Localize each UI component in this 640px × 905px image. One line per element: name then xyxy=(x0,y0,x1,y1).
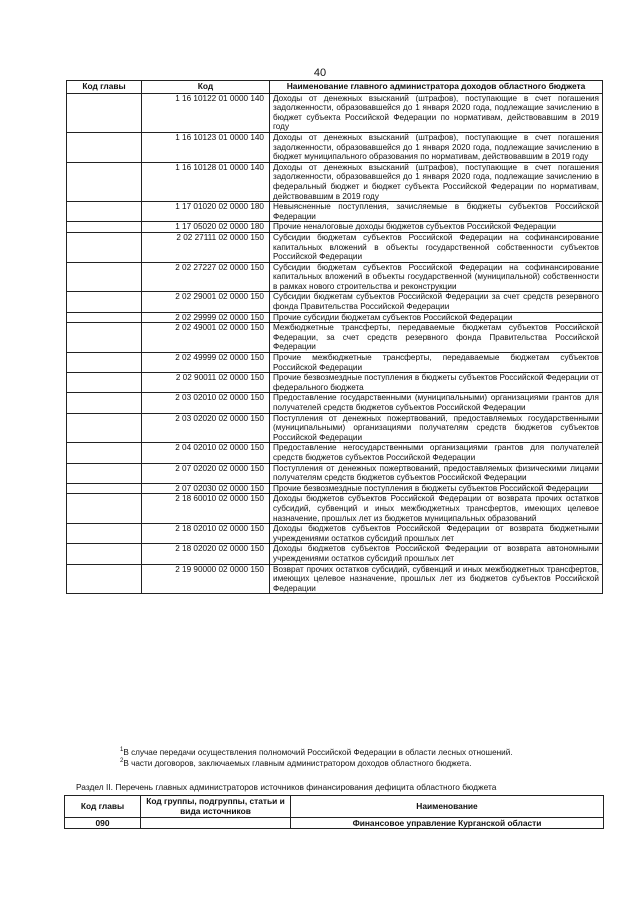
chapter-code-cell xyxy=(67,222,142,233)
table-row xyxy=(67,373,603,393)
chapter-code-cell xyxy=(67,232,142,262)
revenue-name-cell: Прочие безвозмездные поступления в бюджеты субъектов Российской Федерации от федерального бюджета xyxy=(270,373,603,393)
revenue-name-cell: Доходы бюджетов субъектов Российской Федерации от возврата автономными учреждениями остатков субсидий прошлых лет xyxy=(270,544,603,564)
revenue-name-cell: Доходы от денежных взысканий (штрафов), поступающие в счет погашения задолженности, образовавшейся до 1 января 2020 года, подлежащие зачислению в бюджет муниципального образования по нормативам, действовавшим в 2019 году xyxy=(270,132,603,162)
revenue-code-cell: 2 18 02020 02 0000 150 xyxy=(142,544,270,564)
revenue-code-cell: 2 02 29999 02 0000 150 xyxy=(142,312,270,323)
revenue-name-cell: Прочие безвозмездные поступления в бюджеты субъектов Российской Федерации xyxy=(270,483,603,494)
table-row xyxy=(67,564,603,594)
revenue-name-cell: Субсидии бюджетам субъектов Российской Федерации на софинансирование капитальных вложений в объекты государственной (муниципальной) собственности в рамках нового строительства и реконструкции xyxy=(270,262,603,292)
table-row xyxy=(67,524,603,544)
chapter-code-cell xyxy=(67,463,142,483)
revenue-code-cell: 2 02 90011 02 0000 150 xyxy=(142,373,270,393)
revenue-name-cell: Поступления от денежных пожертвований, предоставляемых физическими лицами получателям средств бюджетов субъектов Российской Федерации xyxy=(270,463,603,483)
chapter-code-cell xyxy=(67,262,142,292)
deficit-sources-table xyxy=(64,795,604,829)
revenue-code-cell: 1 16 10123 01 0000 140 xyxy=(142,132,270,162)
table-row xyxy=(67,232,603,262)
section-2-title: Раздел II. Перечень главных администраторов источников финансирования дефицита областного бюджета xyxy=(76,782,497,792)
table-row xyxy=(67,463,603,483)
revenue-name-cell: Субсидии бюджетам субъектов Российской Федерации за счет средств резервного фонда Правительства Российской Федерации xyxy=(270,292,603,312)
revenue-administrators-table xyxy=(66,80,603,594)
revenue-code-cell: 2 02 29001 02 0000 150 xyxy=(142,292,270,312)
footnotes xyxy=(120,747,610,769)
table-row xyxy=(67,544,603,564)
revenue-name-cell: Прочие межбюджетные трансферты, передаваемые бюджетам субъектов Российской Федерации xyxy=(270,353,603,373)
source-code-cell xyxy=(141,818,291,829)
footnote-2: $^2$В части договоров, заключаемых главным администратором доходов областного бюджета. xyxy=(120,758,472,768)
chapter-code-cell xyxy=(67,132,142,162)
table-row xyxy=(67,494,603,524)
revenue-code-cell: 2 02 27111 02 0000 150 xyxy=(142,232,270,262)
chapter-code-cell xyxy=(67,373,142,393)
header-administrator-name: Наименование главного администратора доходов областного бюджета xyxy=(270,81,603,94)
revenue-code-cell: 2 02 49001 02 0000 150 xyxy=(142,323,270,353)
revenue-code-cell: 1 16 10128 01 0000 140 xyxy=(142,162,270,201)
chapter-code-cell: 090 xyxy=(65,818,141,829)
name-cell: Финансовое управление Курганской области xyxy=(291,818,604,829)
revenue-name-cell: Доходы от денежных взысканий (штрафов), поступающие в счет погашения задолженности, образовавшейся до 1 января 2020 года, подлежащие зачислению в федеральный бюджет и бюджет субъекта Российской Федерации по нормативам, действовавшим в 2019 году xyxy=(270,162,603,201)
revenue-code-cell: 2 07 02020 02 0000 150 xyxy=(142,463,270,483)
table-row xyxy=(67,483,603,494)
table-row xyxy=(67,202,603,222)
revenue-name-cell: Межбюджетные трансферты, передаваемые бюджетам субъектов Российской Федерации, за счет средств резервного фонда Правительства Российской Федерации xyxy=(270,323,603,353)
revenue-code-cell: 2 02 27227 02 0000 150 xyxy=(142,262,270,292)
header-chapter-code: Код главы xyxy=(65,796,141,818)
chapter-code-cell xyxy=(67,494,142,524)
header-source-code: Код группы, подгруппы, статьи и вида источников xyxy=(141,796,291,818)
table-row xyxy=(67,162,603,201)
header-code: Код xyxy=(142,81,270,94)
table-header-row xyxy=(67,81,603,94)
revenue-name-cell: Доходы от денежных взысканий (штрафов), поступающие в счет погашения задолженности, образовавшейся до 1 января 2020 года, подлежащие зачислению в бюджет субъекта Российской Федерации по нормативам, действовавшим в 2019 году xyxy=(270,93,603,132)
revenue-name-cell: Предоставление негосударственными организациями грантов для получателей средств бюджетов субъектов Российской Федерации xyxy=(270,443,603,463)
table-row xyxy=(67,93,603,132)
revenue-name-cell: Предоставление государственными (муниципальными) организациями грантов для получателей средств бюджетов субъектов Российской Федерации xyxy=(270,393,603,413)
revenue-code-cell: 1 17 05020 02 0000 180 xyxy=(142,222,270,233)
chapter-code-cell xyxy=(67,564,142,594)
chapter-code-cell xyxy=(67,413,142,443)
chapter-code-cell xyxy=(67,202,142,222)
chapter-code-cell xyxy=(67,393,142,413)
footnote-1: $^1$В случае передачи осуществления полномочий Российской Федерации в области лесных отношений. xyxy=(120,747,513,757)
chapter-code-cell xyxy=(67,162,142,201)
page-number: 40 xyxy=(313,67,327,79)
revenue-code-cell: 2 07 02030 02 0000 150 xyxy=(142,483,270,494)
table-row xyxy=(67,323,603,353)
revenue-code-cell: 2 04 02010 02 0000 150 xyxy=(142,443,270,463)
revenue-name-cell: Доходы бюджетов субъектов Российской Федерации от возврата бюджетными учреждениями остатков субсидий прошлых лет xyxy=(270,524,603,544)
revenue-name-cell: Возврат прочих остатков субсидий, субвенций и иных межбюджетных трансфертов, имеющих целевое назначение, прошлых лет из бюджетов субъектов Российской Федерации xyxy=(270,564,603,594)
header-chapter-code: Код главы xyxy=(67,81,142,94)
table-row xyxy=(67,443,603,463)
chapter-code-cell xyxy=(67,524,142,544)
table-row xyxy=(65,818,604,829)
header-name: Наименование xyxy=(291,796,604,818)
chapter-code-cell xyxy=(67,544,142,564)
table-row xyxy=(67,312,603,323)
table-row xyxy=(67,262,603,292)
revenue-code-cell: 2 18 60010 02 0000 150 xyxy=(142,494,270,524)
revenue-name-cell: Невыясненные поступления, зачисляемые в бюджеты субъектов Российской Федерации xyxy=(270,202,603,222)
table-row xyxy=(67,393,603,413)
revenue-name-cell: Прочие субсидии бюджетам субъектов Российской Федерации xyxy=(270,312,603,323)
revenue-name-cell: Поступления от денежных пожертвований, предоставляемых государственными (муниципальными) организациями получателям средств бюджетов субъектов Российской Федерации xyxy=(270,413,603,443)
revenue-name-cell: Доходы бюджетов субъектов Российской Федерации от возврата прочих остатков субсидий, субвенций и иных межбюджетных трансфертов, имеющих целевое назначение, прошлых лет из бюджетов муниципальных образований xyxy=(270,494,603,524)
revenue-code-cell: 2 19 90000 02 0000 150 xyxy=(142,564,270,594)
chapter-code-cell xyxy=(67,443,142,463)
revenue-code-cell: 2 03 02020 02 0000 150 xyxy=(142,413,270,443)
chapter-code-cell xyxy=(67,292,142,312)
revenue-code-cell: 1 16 10122 01 0000 140 xyxy=(142,93,270,132)
table-row xyxy=(67,292,603,312)
table-row xyxy=(67,222,603,233)
chapter-code-cell xyxy=(67,323,142,353)
table-row xyxy=(67,353,603,373)
table-row xyxy=(67,132,603,162)
revenue-name-cell: Прочие неналоговые доходы бюджетов субъектов Российской Федерации xyxy=(270,222,603,233)
revenue-code-cell: 2 18 02010 02 0000 150 xyxy=(142,524,270,544)
table-row xyxy=(67,413,603,443)
chapter-code-cell xyxy=(67,312,142,323)
revenue-code-cell: 2 02 49999 02 0000 150 xyxy=(142,353,270,373)
revenue-name-cell: Субсидии бюджетам субъектов Российской Федерации на софинансирование капитальных вложений в объекты государственной собственности субъектов Российской Федерации xyxy=(270,232,603,262)
chapter-code-cell xyxy=(67,483,142,494)
revenue-code-cell: 1 17 01020 02 0000 180 xyxy=(142,202,270,222)
chapter-code-cell xyxy=(67,93,142,132)
chapter-code-cell xyxy=(67,353,142,373)
revenue-code-cell: 2 03 02010 02 0000 150 xyxy=(142,393,270,413)
table-header-row xyxy=(65,796,604,818)
